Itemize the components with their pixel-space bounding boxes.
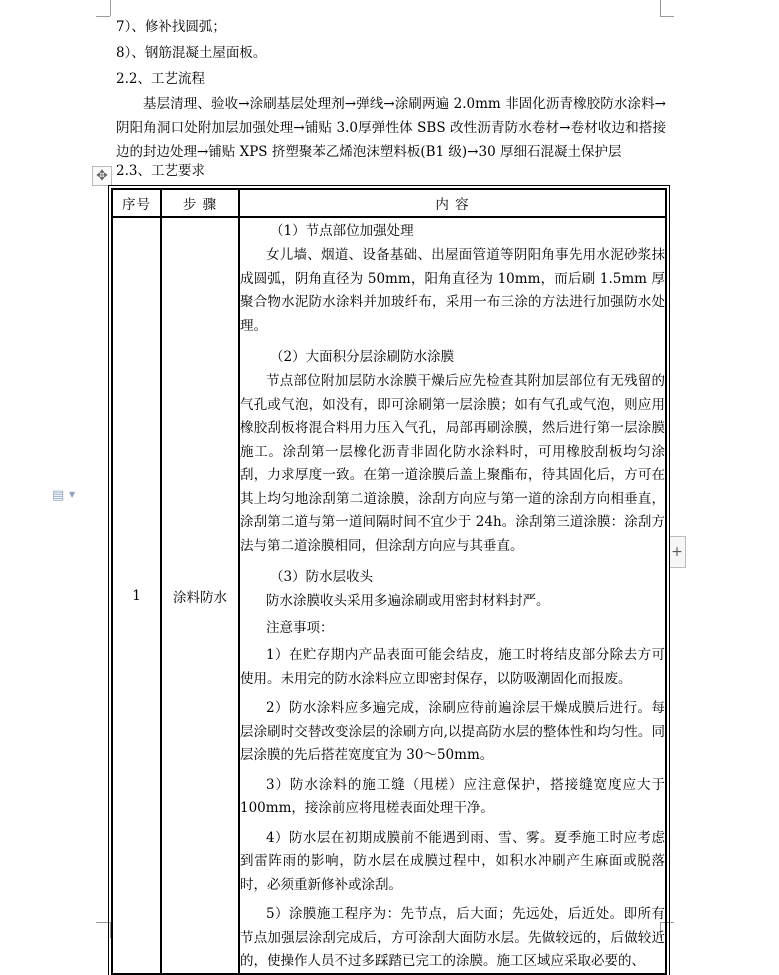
list-item-8: 8）、钢筋混凝土屋面板。 (116, 45, 267, 61)
page-corner-mark (96, 922, 111, 938)
process-flow-paragraph: 基层清理、验收→涂刷基层处理剂→弹线→涂刷两遍 2.0mm 非固化沥青橡胶防水涂料→阴阳角洞口处附加层加强处理→铺贴 3.0厚弹性体 SBS 改性沥青防水卷材→卷材收边和搭接边的封边处理→铺贴 XPS 挤塑聚苯乙烯泡沫塑料板(B1 级)→30 厚细石混凝土保护层 (116, 96, 666, 160)
subsection-text: 防水涂膜收头采用多遍涂刷或用密封材料封严。 (266, 593, 550, 609)
subsection-title: （3）防水层收头 (270, 569, 374, 585)
chevron-down-icon[interactable]: ▼ (69, 490, 76, 499)
table-row (112, 217, 666, 974)
plus-icon[interactable]: + (669, 536, 686, 568)
move-icon[interactable]: ✥ (92, 166, 112, 186)
section-heading-process: 2.2、工艺流程 (116, 71, 205, 87)
subsection-text: 女儿墙、烟道、设备基础、出屋面管道等阴阳角事先用水泥砂浆抹成圆弧，阴角直径为 50mm，阳角直径为 10mm，而后刷 1.5mm 厚聚合物水泥防水涂料并加玻纤布，采用一布三涂的方法进行加强防水处理。 (240, 247, 665, 334)
page-corner-mark (96, 922, 110, 923)
page-corner-mark (96, 16, 110, 17)
page-corner-mark (96, 0, 111, 16)
note-item: 5）涂膜施工程序为：先节点，后大面；先远处，后近处。即所有节点加强层涂刮完成后，方可涂刮大面防水层。先做较远的，后做较近的，使操作人员不过多踩踏已完工的涂膜。施工区域应采取必要的、 (240, 906, 665, 969)
note-item: 1）在贮存期内产品表面可能会结皮，施工时将结皮部分除去方可使用。未用完的防水涂料应立即密封保存，以防吸潮固化而报废。 (240, 647, 665, 687)
subsection-title: （1）节点部位加强处理 (270, 223, 414, 239)
row-number: 1 (112, 217, 161, 974)
row-content (239, 217, 666, 974)
subsection-title: （2）大面积分层涂刷防水涂膜 (270, 349, 455, 365)
note-item: 2）防水涂料应多遍完成，涂刷应待前遍涂层干燥成膜后进行。每层涂刷时交替改变涂层的涂刷方向,以提高防水层的整体性和均匀性。同层涂膜的先后搭茬宽度宜为 30～50mm。 (240, 700, 665, 763)
note-item: 3）防水涂料的施工缝（甩槎）应注意保护，搭接缝宽度应大于 100mm，接涂前应将甩槎表面处理干净。 (240, 776, 665, 816)
table-header-row (112, 189, 666, 217)
notes-title: 注意事项： (266, 620, 334, 636)
document-icon[interactable]: ▤ (52, 488, 65, 503)
requirements-table (111, 188, 667, 975)
header-no: 序号 (112, 189, 161, 217)
note-item: 4）防水层在初期成膜前不能遇到雨、雪、雾。夏季施工时应考虑到雷阵雨的影响，防水层在成膜过程中，如积水冲刷产生麻面或脱落时，必须重新修补或涂刮。 (240, 829, 665, 893)
list-item-7: 7）、修补找圆弧； (116, 19, 226, 35)
row-step: 涂料防水 (161, 217, 239, 974)
header-step: 步 骤 (161, 189, 239, 217)
section-heading-requirements: 2.3、工艺要求 (116, 163, 205, 179)
subsection-text: 节点部位附加层防水涂膜干燥后应先检查其附加层部位有无残留的气孔或气泡，如没有，即可涂刷第一层涂膜；如有气孔或气泡，则应用橡胶刮板将混合料用力压入气孔，局部再刷涂膜，然后进行第一层涂膜施工。涂刮第一层橡化沥青非固化防水涂料时，可用橡胶刮板均匀涂刮，力求厚度一致。在第一道涂膜后盖上聚酯布，待其固化后，方可在其上均匀地涂刮第二道涂膜，涂刮方向应与第一道的涂刮方向相垂直，涂刮第二道与第一道间隔时间不宜少于 24h。涂刮第三道涂膜：涂刮方法与第二道涂膜相同，但涂刮方向应与其垂直。 (240, 373, 665, 554)
header-content: 内 容 (239, 189, 666, 217)
